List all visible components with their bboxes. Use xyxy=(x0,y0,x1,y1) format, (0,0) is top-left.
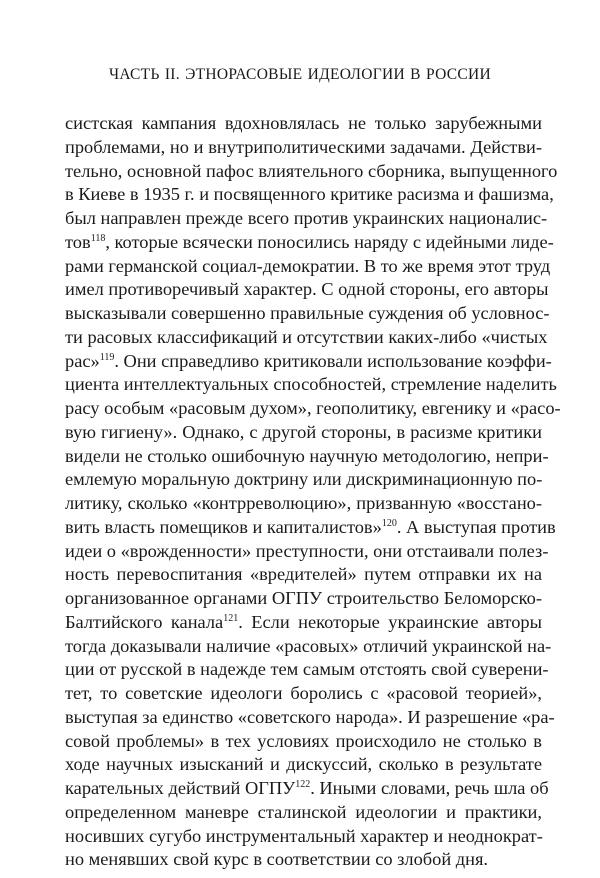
text-line xyxy=(65,350,552,374)
text-segment: Балтийского канала xyxy=(65,611,224,632)
text-line xyxy=(65,540,549,564)
text-line xyxy=(65,373,557,397)
text-line xyxy=(65,231,554,255)
text-line xyxy=(65,777,549,801)
text-line xyxy=(65,492,542,516)
text-segment: в Киеве в 1935 г. и посвященного критике расизма и фашизма, xyxy=(65,184,554,205)
text-segment: расу особым «расовым духом», геополитику, евгенику и «расо- xyxy=(65,398,561,418)
text-line xyxy=(65,635,552,659)
footnote-ref: 121 xyxy=(223,612,239,624)
text-line xyxy=(65,730,542,754)
text-segment: был направлен прежде всего против украинских националис- xyxy=(65,208,548,228)
text-line xyxy=(65,611,542,635)
text-segment: систская кампания вдохновлялась не только зарубежными xyxy=(65,113,542,133)
text-segment: . Если некоторые украинские авторы xyxy=(238,611,542,632)
text-line xyxy=(65,136,542,160)
text-segment: ходе научных изысканий и дискуссий, сколько в результате xyxy=(65,754,542,775)
text-segment: . Иными словами, речь шла об xyxy=(310,778,549,798)
text-segment: видели не столько ошибочную научную методологию, непри- xyxy=(65,445,549,466)
text-line xyxy=(65,706,555,730)
text-segment: определенном маневре сталинской идеологии и практики, xyxy=(65,801,542,822)
text-line xyxy=(65,753,542,777)
text-segment: ность перевоспитания «вредителей» путем отправки их на xyxy=(65,564,542,585)
text-line xyxy=(65,255,551,279)
text-segment: носивших сугубо инструментальный характер и неоднократ- xyxy=(65,825,543,846)
text-segment: емлемую моральную доктрину или дискриминационную по- xyxy=(65,469,543,490)
text-segment: литику, сколько «контрреволюцию», призванную «восстано- xyxy=(65,493,542,513)
text-line xyxy=(65,397,561,421)
text-line xyxy=(65,421,542,445)
text-line xyxy=(65,801,542,825)
text-line xyxy=(65,183,554,207)
text-line xyxy=(65,658,549,682)
text-segment: тов xyxy=(65,231,91,252)
text-segment: карательных действий ОГПУ xyxy=(65,778,296,798)
text-line xyxy=(65,207,548,231)
text-line xyxy=(65,825,542,849)
footnote-ref: 118 xyxy=(90,232,106,244)
text-segment: проблемами, но и внутриполитическими задачами. Действи- xyxy=(65,136,542,157)
text-line xyxy=(65,112,542,136)
text-line xyxy=(65,302,550,326)
text-segment: ции от русской в надежде тем самым отстоять свой суверени- xyxy=(65,659,549,680)
text-line xyxy=(65,563,542,587)
text-line xyxy=(65,848,542,872)
text-line xyxy=(65,682,542,706)
text-segment: выступая за единство «советского народа». И разрешение «ра- xyxy=(65,706,555,727)
text-segment: но менявших свой курс в соответствии со злобой дня. xyxy=(65,849,489,870)
text-segment: рами германской социал-демократии. В то же время этот труд xyxy=(65,255,551,276)
text-segment: высказывали совершенно правильные суждения об условнос- xyxy=(65,303,550,323)
footnote-ref: 120 xyxy=(381,517,397,529)
text-segment: . Они справедливо критиковали использование коэффи- xyxy=(114,350,552,371)
text-segment: тогда доказывали наличие «расовых» отличий украинской на- xyxy=(65,635,552,656)
text-segment: . А выступая против xyxy=(396,516,556,537)
text-line xyxy=(65,278,549,302)
text-segment: рас» xyxy=(65,350,100,371)
text-segment: вить власть помещиков и капиталистов» xyxy=(65,516,382,537)
text-segment: совой проблемы» в тех условиях происходило не столько в xyxy=(65,730,542,751)
running-title: ЧАСТЬ II. ЭТНОРАСОВЫЕ ИДЕОЛОГИИ В РОССИИ xyxy=(108,66,492,83)
text-line xyxy=(65,587,542,611)
footnote-ref: 119 xyxy=(99,351,115,363)
text-segment: имел противоречивый характер. С одной стороны, его авторы xyxy=(65,279,549,300)
text-line xyxy=(65,445,549,469)
footnote-ref: 122 xyxy=(295,779,311,790)
text-segment: , которые всячески поносились наряду с идейными лиде- xyxy=(105,231,554,252)
text-segment: тельно, основной пафос влиятельного сборника, выпущенного xyxy=(65,160,558,181)
text-segment: тет, то советские идеологи боролись с «расовой теорией», xyxy=(65,683,542,703)
text-line xyxy=(65,516,556,540)
text-segment: циента интеллектуальных способностей, стремление наделить xyxy=(65,374,557,395)
text-line xyxy=(65,160,558,184)
body-paragraph xyxy=(65,112,561,872)
text-line xyxy=(65,468,542,492)
text-segment: идеи о «врожденности» преступности, они отстаивали полез- xyxy=(65,540,549,561)
text-line xyxy=(65,326,548,350)
text-segment: вую гигиену». Однако, с другой стороны, в расизме критики xyxy=(65,421,542,442)
text-segment: ти расовых классификаций и отсутствии каких-либо «чистых xyxy=(65,326,548,347)
text-segment: организованное органами ОГПУ строительство Беломорско- xyxy=(65,588,542,608)
